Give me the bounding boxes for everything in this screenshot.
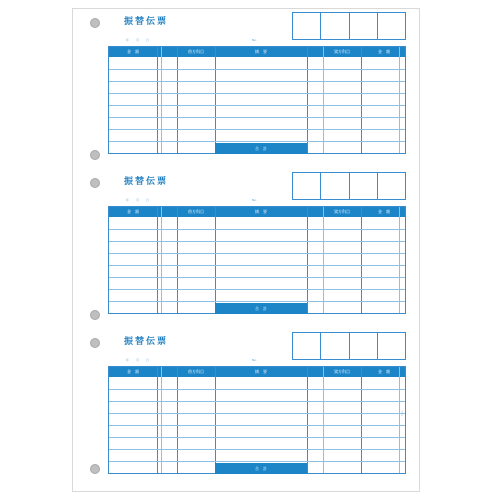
header-debit-amount: 金 額 <box>127 369 139 374</box>
approval-stamp-boxes[interactable] <box>292 12 406 40</box>
month-label: 月 <box>136 38 140 42</box>
number-label: No. <box>252 38 257 42</box>
header-debit-account: 借方科目 <box>188 209 204 214</box>
journal-table[interactable] <box>108 206 406 314</box>
header-credit-account: 貸方科目 <box>334 49 350 54</box>
year-label: 年 <box>126 38 130 42</box>
header-debit-amount: 金 額 <box>127 49 139 54</box>
voucher-3 <box>104 334 408 478</box>
total-row-label: 合 計 <box>215 463 307 474</box>
header-summary: 摘 要 <box>255 209 267 214</box>
header-credit-amount: 金 額 <box>378 369 390 374</box>
day-label: 日 <box>146 38 150 42</box>
month-label: 月 <box>136 198 140 202</box>
header-summary: 摘 要 <box>255 369 267 374</box>
header-credit-account: 貸方科目 <box>334 209 350 214</box>
journal-table[interactable] <box>108 366 406 474</box>
header-debit-account: 借方科目 <box>188 49 204 54</box>
header-summary: 摘 要 <box>255 49 267 54</box>
punch-hole <box>90 310 100 320</box>
year-label: 年 <box>126 198 130 202</box>
voucher-title: 振替伝票 <box>124 177 169 187</box>
punch-hole <box>90 464 100 474</box>
voucher-title: 振替伝票 <box>124 337 169 347</box>
voucher-2 <box>104 174 408 318</box>
voucher-title: 振替伝票 <box>124 17 169 27</box>
punch-hole <box>90 178 100 188</box>
punch-hole <box>90 338 100 348</box>
journal-table[interactable] <box>108 46 406 154</box>
punch-hole <box>90 150 100 160</box>
header-debit-amount: 金 額 <box>127 209 139 214</box>
number-label: No. <box>252 198 257 202</box>
month-label: 月 <box>136 358 140 362</box>
year-label: 年 <box>126 358 130 362</box>
total-row-label: 合 計 <box>215 143 307 154</box>
punch-hole <box>90 18 100 28</box>
header-debit-account: 借方科目 <box>188 369 204 374</box>
approval-stamp-boxes[interactable] <box>292 172 406 200</box>
number-label: No. <box>252 358 257 362</box>
day-label: 日 <box>146 198 150 202</box>
voucher-1 <box>104 14 408 158</box>
header-credit-account: 貸方科目 <box>334 369 350 374</box>
form-side-code: ﾌﾘｶｴ <box>400 410 404 417</box>
day-label: 日 <box>146 358 150 362</box>
header-credit-amount: 金 額 <box>378 49 390 54</box>
total-row-label: 合 計 <box>215 303 307 314</box>
approval-stamp-boxes[interactable] <box>292 332 406 360</box>
header-credit-amount: 金 額 <box>378 209 390 214</box>
